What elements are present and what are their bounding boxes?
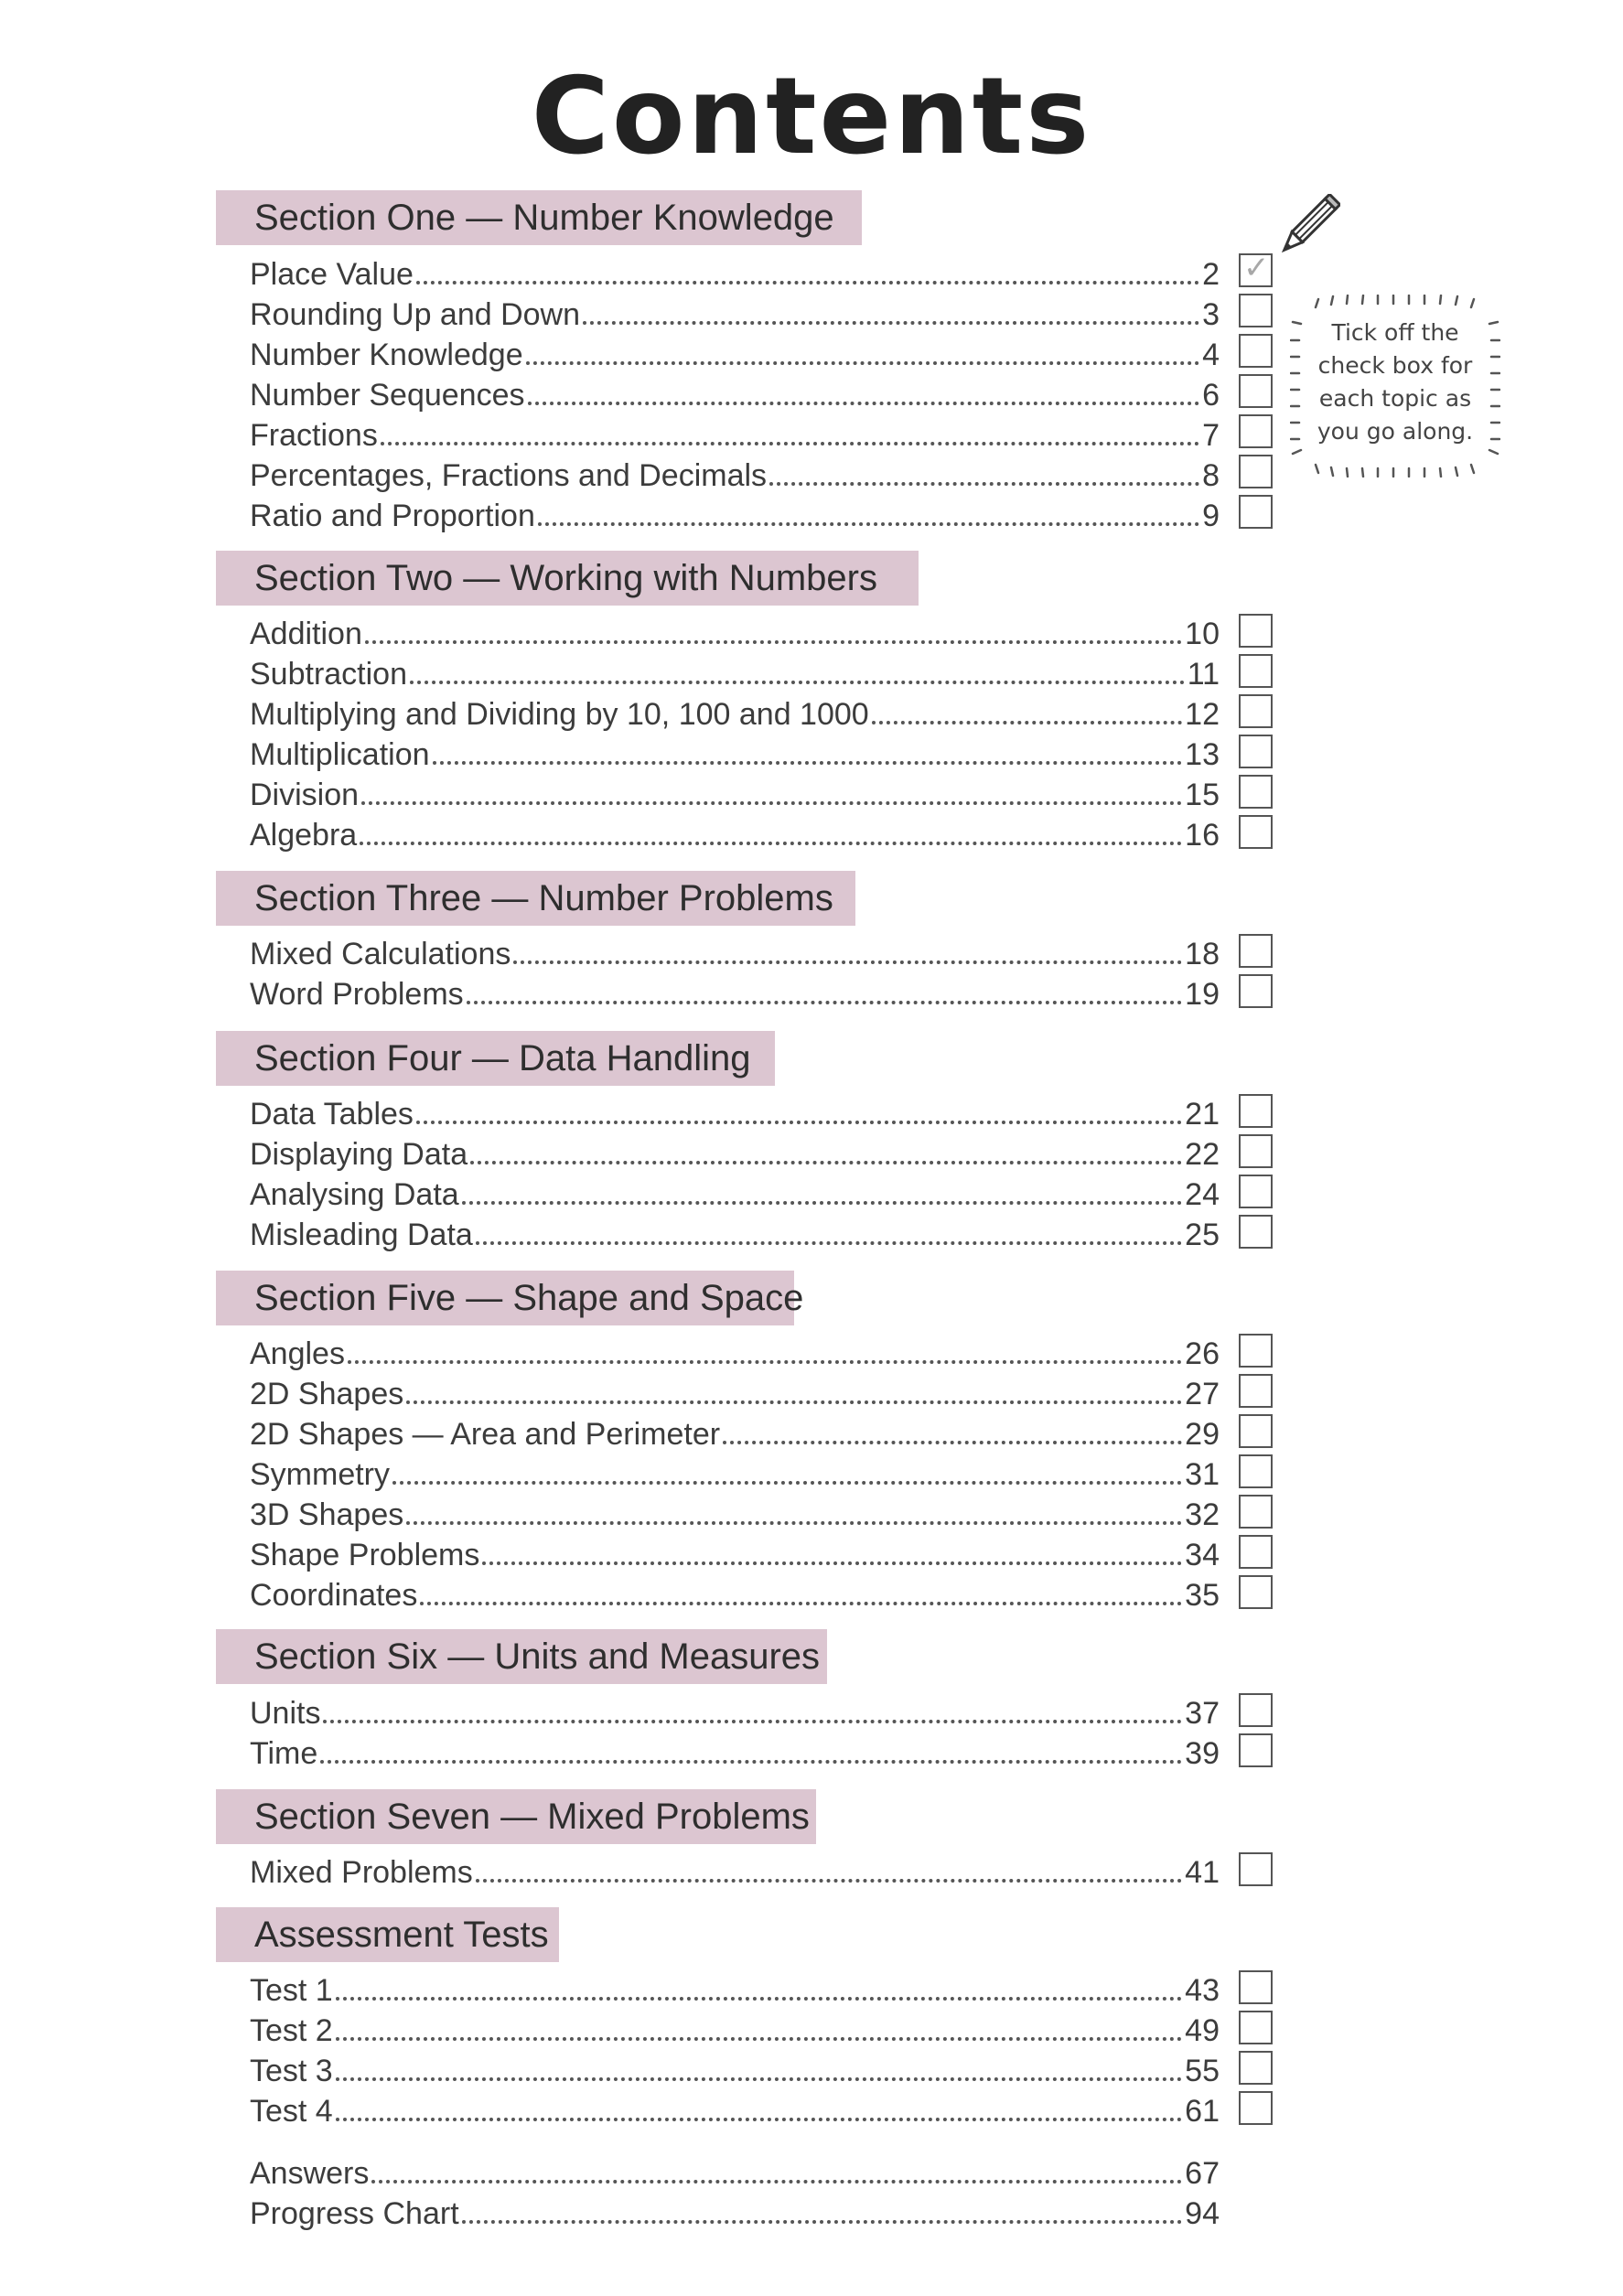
entry-page: 16 [1185, 818, 1220, 853]
topic-checkbox[interactable] [1239, 495, 1273, 529]
section-heading: Assessment Tests [216, 1907, 559, 1962]
toc-entry[interactable] [250, 1332, 1220, 1372]
toc-entry[interactable] [250, 1453, 1220, 1493]
entry-title: Progress Chart [250, 2196, 459, 2231]
entry-title: Word Problems [250, 977, 464, 1012]
dot-leader [528, 402, 1200, 405]
topic-checkbox[interactable] [1239, 1094, 1273, 1128]
entry-title: Displaying Data [250, 1137, 468, 1172]
note-line: you go along. [1317, 418, 1474, 445]
topic-checkbox[interactable] [1239, 1852, 1273, 1886]
entry-page: 41 [1185, 1855, 1220, 1890]
dot-leader [406, 1521, 1182, 1525]
topic-checkbox[interactable] [1239, 1374, 1273, 1408]
topic-checkbox[interactable] [1239, 1414, 1273, 1448]
dot-leader [723, 1441, 1182, 1444]
entry-page: 67 [1185, 2156, 1220, 2191]
section-heading: Section Five — Shape and Space [216, 1271, 794, 1325]
section-heading: Section Three — Number Problems [216, 871, 855, 926]
entry-title: Mixed Problems [250, 1855, 473, 1890]
topic-checkbox[interactable] [1239, 1693, 1273, 1727]
dot-leader [365, 640, 1182, 644]
entry-title: Units [250, 1696, 321, 1731]
topic-checkbox[interactable] [1239, 455, 1273, 488]
toc-entry[interactable] [250, 252, 1220, 293]
dot-leader [348, 1360, 1182, 1364]
dot-leader [371, 2180, 1182, 2183]
entry-page: 3 [1202, 297, 1220, 332]
pencil-icon [1267, 194, 1340, 267]
entry-page: 21 [1185, 1097, 1220, 1132]
entry-page: 37 [1185, 1696, 1220, 1731]
entry-title: Number Sequences [250, 378, 525, 413]
topic-checkbox[interactable] [1239, 2091, 1273, 2125]
note-line: Tick off the [1331, 319, 1459, 346]
dot-leader [872, 721, 1182, 724]
dot-leader [360, 842, 1182, 845]
dot-leader [336, 2077, 1182, 2081]
entry-page: 13 [1185, 737, 1220, 772]
dot-leader [381, 442, 1199, 445]
toc-entry[interactable] [250, 2009, 1220, 2049]
entry-page: 94 [1185, 2196, 1220, 2231]
entry-page: 15 [1185, 778, 1220, 812]
toc-entry[interactable] [250, 2089, 1220, 2130]
toc-entry[interactable] [250, 1732, 1220, 1772]
dot-leader [470, 1161, 1182, 1164]
dot-leader [361, 801, 1182, 805]
toc-entry[interactable] [250, 1132, 1220, 1173]
entry-page: 9 [1202, 499, 1220, 533]
entry-title: Addition [250, 617, 362, 651]
toc-entry[interactable] [250, 293, 1220, 333]
topic-checkbox[interactable] [1239, 1334, 1273, 1368]
entry-title: Test 1 [250, 1973, 333, 2008]
entry-page: 2 [1202, 257, 1220, 292]
entry-page: 43 [1185, 1973, 1220, 2008]
entry-page: 12 [1185, 697, 1220, 732]
entry-title: Algebra [250, 818, 358, 853]
topic-checkbox[interactable] [1239, 294, 1273, 327]
toc-entry[interactable] [250, 1969, 1220, 2009]
entry-title: Test 3 [250, 2054, 333, 2088]
dot-leader [476, 1241, 1182, 1245]
entry-page: 34 [1185, 1538, 1220, 1572]
entry-title: Mixed Calculations [250, 937, 511, 971]
entry-page: 6 [1202, 378, 1220, 413]
section-heading: Section Six — Units and Measures [216, 1629, 827, 1684]
dot-leader [769, 482, 1199, 486]
dot-leader [513, 960, 1182, 964]
entry-title: Percentages, Fractions and Decimals [250, 458, 768, 493]
dot-leader [416, 1121, 1182, 1124]
entry-title: Data Tables [250, 1097, 414, 1132]
entry-page: 8 [1202, 458, 1220, 493]
dot-leader [482, 1561, 1182, 1565]
entry-title: Division [250, 778, 360, 812]
dot-leader [410, 681, 1185, 684]
note-line: check box for [1317, 352, 1473, 379]
section-heading: Section Seven — Mixed Problems [216, 1789, 816, 1844]
dot-leader [526, 361, 1199, 365]
note-line: each topic as [1318, 385, 1472, 412]
tick-off-note [1290, 295, 1500, 477]
toc-entry[interactable] [250, 813, 1220, 853]
entry-title: Ratio and Proportion [250, 499, 535, 533]
toc-entry[interactable] [250, 1173, 1220, 1213]
toc-entry[interactable] [250, 2049, 1220, 2089]
entry-page: 49 [1185, 2013, 1220, 2048]
entry-title: Multiplication [250, 737, 430, 772]
topic-checkbox[interactable] [1239, 1454, 1273, 1488]
section-heading: Section Two — Working with Numbers [216, 551, 919, 606]
entry-page: 11 [1187, 657, 1220, 692]
entry-page: 35 [1185, 1578, 1220, 1613]
entry-page: 24 [1185, 1177, 1220, 1212]
toc-entry[interactable] [250, 373, 1220, 413]
toc-entry[interactable] [250, 494, 1220, 534]
entry-page: 26 [1185, 1336, 1220, 1371]
toc-entry-progress-chart[interactable] [250, 2192, 1220, 2232]
entry-title: Answers [250, 2156, 370, 2191]
toc-entry-answers[interactable] [250, 2151, 1220, 2192]
topic-checkbox[interactable] [1239, 1215, 1273, 1249]
entry-page: 61 [1185, 2094, 1220, 2129]
entry-page: 39 [1185, 1736, 1220, 1771]
topic-checkbox[interactable] [1239, 1535, 1273, 1569]
dot-leader [392, 1481, 1182, 1485]
entry-title: Rounding Up and Down [250, 297, 581, 332]
entry-title: Shape Problems [250, 1538, 480, 1572]
entry-page: 31 [1185, 1457, 1220, 1492]
toc-entry[interactable] [250, 1851, 1220, 1891]
entry-page: 55 [1185, 2054, 1220, 2088]
toc-entry[interactable] [250, 932, 1220, 972]
entry-title: Symmetry [250, 1457, 390, 1492]
toc-entry[interactable] [250, 652, 1220, 692]
entry-title: Misleading Data [250, 1218, 473, 1252]
topic-checkbox[interactable] [1239, 374, 1273, 408]
page-title: Contents [531, 55, 1092, 178]
toc-entry[interactable] [250, 1092, 1220, 1132]
entry-page: 32 [1185, 1497, 1220, 1532]
topic-checkbox[interactable] [1239, 1175, 1273, 1208]
entry-title: Time [250, 1736, 318, 1771]
topic-checkbox[interactable] [1239, 1495, 1273, 1529]
toc-entry[interactable] [250, 692, 1220, 733]
entry-title: 2D Shapes [250, 1377, 404, 1411]
entry-page: 29 [1185, 1417, 1220, 1452]
tick-icon: ✓ [1243, 251, 1270, 285]
dot-leader [467, 1001, 1183, 1004]
topic-checkbox[interactable] [1239, 654, 1273, 688]
toc-entry[interactable] [250, 733, 1220, 773]
toc-entry[interactable] [250, 1691, 1220, 1732]
toc-entry[interactable] [250, 1533, 1220, 1573]
entry-title: 2D Shapes — Area and Perimeter [250, 1417, 721, 1452]
entry-title: 3D Shapes [250, 1497, 404, 1532]
entry-title: Coordinates [250, 1578, 418, 1613]
topic-checkbox[interactable] [1239, 934, 1273, 968]
dot-leader [323, 1720, 1182, 1723]
entry-title: Multiplying and Dividing by 10, 100 and 1000 [250, 697, 869, 732]
section-heading: Section Four — Data Handling [216, 1031, 775, 1086]
entry-page: 25 [1185, 1218, 1220, 1252]
topic-checkbox[interactable] [1239, 1733, 1273, 1767]
topic-checkbox[interactable] [1239, 2011, 1273, 2044]
section-heading: Section One — Number Knowledge [216, 190, 862, 245]
toc-entry[interactable] [250, 773, 1220, 813]
entry-title: Number Knowledge [250, 338, 523, 372]
entry-title: Angles [250, 1336, 345, 1371]
note-text [1290, 317, 1500, 448]
topic-checkbox[interactable] [1239, 815, 1273, 849]
entry-page: 4 [1202, 338, 1220, 372]
entry-title: Analysing Data [250, 1177, 459, 1212]
dot-leader [538, 522, 1199, 526]
dot-leader [336, 2118, 1182, 2121]
topic-checkbox[interactable] [1239, 775, 1273, 809]
dot-leader [462, 2220, 1183, 2224]
dot-leader [420, 1602, 1182, 1605]
dot-leader [336, 1997, 1182, 2001]
topic-checkbox[interactable] [1239, 2051, 1273, 2085]
toc-entry[interactable] [250, 1493, 1220, 1533]
dot-leader [433, 761, 1183, 765]
entry-page: 27 [1185, 1377, 1220, 1411]
entry-page: 7 [1202, 418, 1220, 453]
topic-checkbox[interactable] [1239, 1970, 1273, 2004]
topic-checkbox[interactable] [1239, 974, 1273, 1008]
dot-leader [320, 1760, 1182, 1764]
toc-entry[interactable] [250, 612, 1220, 652]
entry-title: Fractions [250, 418, 378, 453]
toc-entry[interactable] [250, 972, 1220, 1013]
toc-entry[interactable] [250, 413, 1220, 454]
entry-title: Test 4 [250, 2094, 333, 2129]
topic-checkbox[interactable] [1239, 694, 1273, 728]
topic-checkbox[interactable] [1239, 334, 1273, 368]
dot-leader [406, 1400, 1182, 1404]
topic-checkbox[interactable] [1239, 735, 1273, 768]
topic-checkbox[interactable] [1239, 614, 1273, 648]
toc-entry[interactable] [250, 454, 1220, 494]
entry-page: 10 [1185, 617, 1220, 651]
topic-checkbox[interactable] [1239, 1134, 1273, 1168]
toc-entry[interactable] [250, 1412, 1220, 1453]
toc-entry[interactable] [250, 333, 1220, 373]
topic-checkbox[interactable] [1239, 1575, 1273, 1609]
entry-page: 18 [1185, 937, 1220, 971]
entry-page: 19 [1185, 977, 1220, 1012]
dot-leader [476, 1879, 1182, 1883]
dot-leader [336, 2037, 1182, 2041]
toc-entry[interactable] [250, 1573, 1220, 1614]
toc-entry[interactable] [250, 1372, 1220, 1412]
entry-title: Subtraction [250, 657, 407, 692]
entry-title: Test 2 [250, 2013, 333, 2048]
dot-leader [583, 321, 1199, 325]
dot-leader [462, 1201, 1182, 1205]
dot-leader [416, 281, 1199, 284]
entry-page: 22 [1185, 1137, 1220, 1172]
topic-checkbox[interactable] [1239, 414, 1273, 448]
entry-title: Place Value [250, 257, 414, 292]
toc-entry[interactable] [250, 1213, 1220, 1253]
